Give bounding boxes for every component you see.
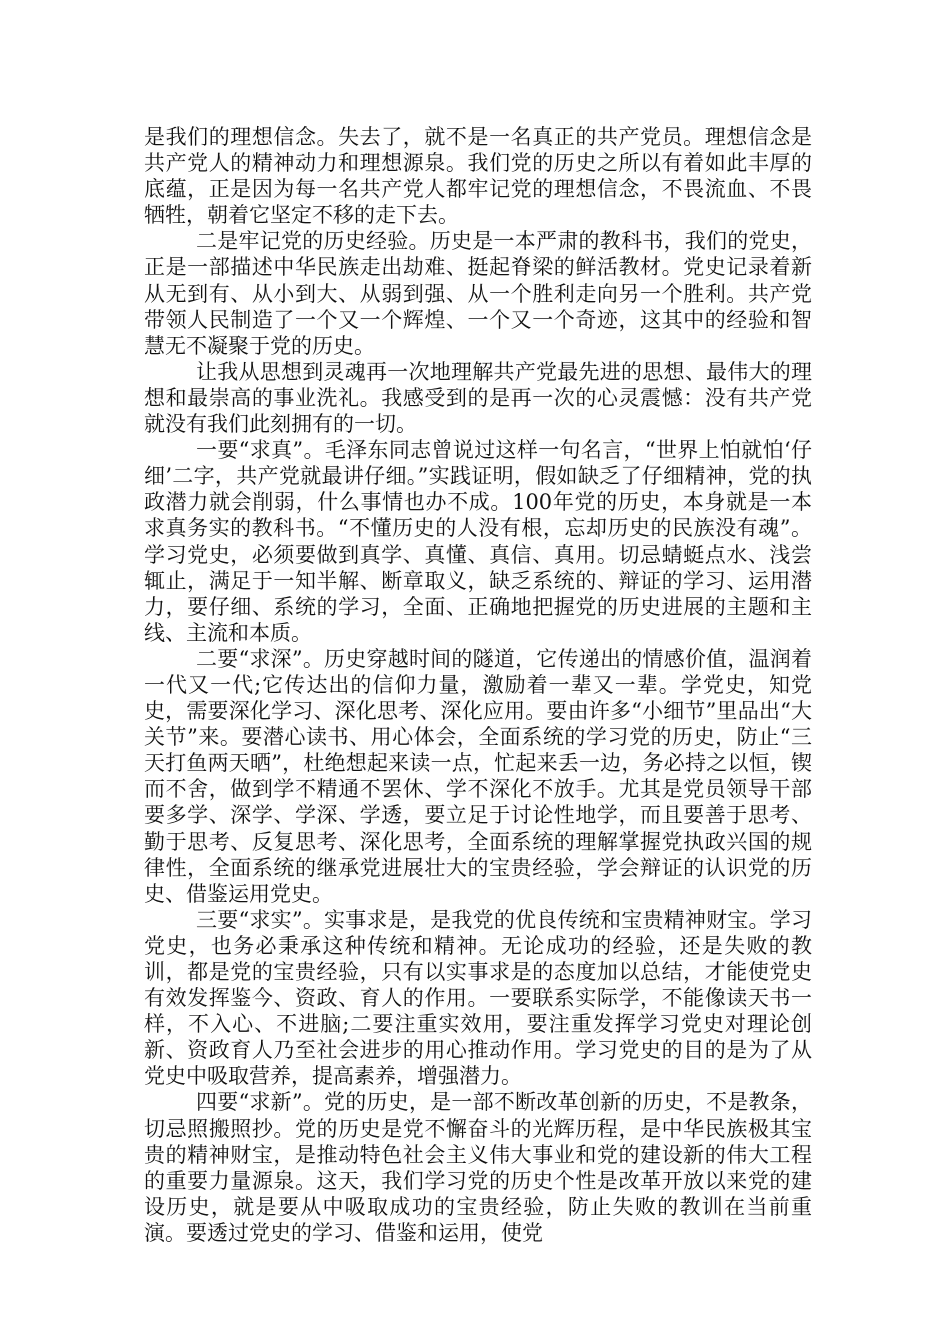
paragraph: 四要“求新”。党的历史，是一部不断改革创新的历史，不是教条，切忌照搬照抄。党的历史是党不懈奋斗的光辉历程，是中华民族极其宝贵的精神财宝，是推动特色社会主义伟大事业和党的建设新的伟大工程的重要力量源泉。这天，我们学习党的历史个性是改革开放以来党的建设历史，就是要从中吸取成功的宝贵经验，防止失败的教训在当前重演。要透过党史的学习、借鉴和运用，使党 (144, 1090, 812, 1245)
paragraph: 二是牢记党的历史经验。历史是一本严肃的教科书，我们的党史，正是一部描述中华民族走出劫难、挺起脊梁的鲜活教材。党史记录着新从无到有、从小到大、从弱到强、从一个胜利走向另一个胜利。共产党带领人民制造了一个又一个辉煌、一个又一个奇迹，这其中的经验和智慧无不凝聚于党的历史。 (144, 229, 812, 358)
paragraph: 让我从思想到灵魂再一次地理解共产党最先进的思想、最伟大的理想和最崇高的事业洗礼。我感受到的是再一次的心灵震憾：没有共产党就没有我们此刻拥有的一切。 (144, 359, 812, 437)
paragraph: 三要“求实”。实事求是，是我党的优良传统和宝贵精神财宝。学习党史，也务必秉承这种传统和精神。无论成功的经验，还是失败的教训，都是党的宝贵经验，只有以实事求是的态度加以总结，才能使党史有效发挥鉴今、资政、育人的作用。一要联系实际学，不能像读天书一样，不入心、不进脑;二要注重实效用，要注重发挥学习党史对理论创新、资政育人乃至社会进步的用心推动作用。学习党史的目的是为了从党史中吸取营养，提高素养，增强潜力。 (144, 907, 812, 1089)
paragraph: 一要“求真”。毛泽东同志曾说过这样一句名言，“世界上怕就怕‘仔细’二字，共产党就最讲仔细。”实践证明，假如缺乏了仔细精神，党的执政潜力就会削弱，什么事情也办不成。100年党的历史，本身就是一本求真务实的教科书。“不懂历史的人没有根，忘却历史的民族没有魂”。学习党史，必须要做到真学、真懂、真信、真用。切忌蜻蜓点水、浅尝辄止，满足于一知半解、断章取义，缺乏系统的、辩证的学习、运用潜力，要仔细、系统的学习，全面、正确地把握党的历史进展的主题和主线、主流和本质。 (144, 438, 812, 645)
paragraph: 二要“求深”。历史穿越时间的隧道，它传递出的情感价值，温润着一代又一代;它传达出的信仰力量，激励着一辈又一辈。学党史，知党史，需要深化学习、深化思考、深化应用。要由许多“小细节”里品出“大关节”来。要潜心读书、用心体会，全面系统的学习党的历史，防止“三天打鱼两天晒”，杜绝想起来读一点，忙起来丢一边，务必持之以恒，锲而不舍，做到学不精通不罢休、学不深化不放手。尤其是党员领导干部要多学、深学、学深、学透，要立足于讨论性地学，而且要善于思考、勤于思考、反复思考、深化思考，全面系统的理解掌握党执政兴国的规律性，全面系统的继承党进展壮大的宝贵经验，学会辩证的认识党的历史、借鉴运用党史。 (144, 646, 812, 906)
document-body (144, 124, 812, 1246)
paragraph: 是我们的理想信念。失去了，就不是一名真正的共产党员。理想信念是共产党人的精神动力和理想源泉。我们党的历史之所以有着如此丰厚的底蕴，正是因为每一名共产党人都牢记党的理想信念，不畏流血、不畏牺牲，朝着它坚定不移的走下去。 (144, 125, 812, 228)
